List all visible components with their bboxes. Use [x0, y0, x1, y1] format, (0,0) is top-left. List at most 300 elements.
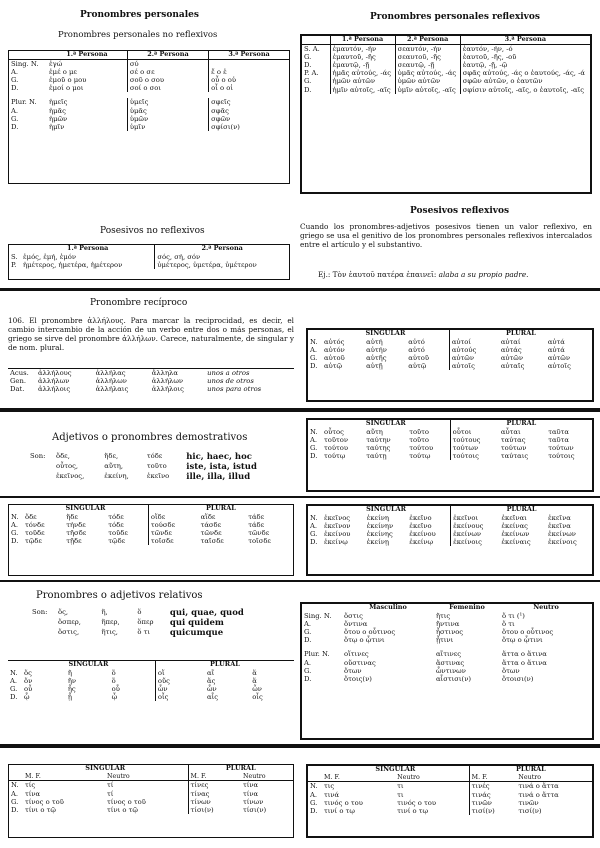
- greek-form: ὅσπερ,: [58, 618, 81, 627]
- cell: ᾧ: [111, 693, 118, 702]
- hos-table: [8, 660, 294, 732]
- cell: ὑμᾶς αὐτούς, -άς: [395, 69, 460, 77]
- cell: ἐκεῖνα: [548, 521, 571, 530]
- case-label: G.: [10, 685, 18, 694]
- cell: ἅστινας: [435, 658, 465, 667]
- col-header: SINGULAR: [65, 504, 106, 512]
- cell: ὅδε: [25, 512, 37, 521]
- cell: ἡμῶν: [49, 114, 68, 123]
- table-row: [9, 790, 293, 798]
- case-label: N.: [11, 512, 19, 521]
- cell: ταῖσδε: [200, 537, 224, 546]
- case-label: N.: [310, 782, 318, 791]
- case-label: Acus.: [10, 369, 29, 377]
- greek-form: ὅ: [137, 608, 142, 616]
- cell: οὗ: [111, 685, 120, 694]
- cell: ἥ: [67, 668, 72, 677]
- cell: σφίσι(ν): [209, 123, 289, 131]
- table-row: [302, 647, 592, 658]
- cell: ταύτης: [366, 444, 391, 453]
- table-row: [9, 806, 293, 814]
- cell: ἐμός, ἐμή, ἐμόν: [23, 252, 77, 261]
- table-row: [308, 354, 592, 362]
- cell: ἀλλήλων: [38, 377, 70, 386]
- case-label: D.: [310, 806, 318, 815]
- greek-form: οὗτος,: [56, 462, 79, 471]
- cell: τούτῳ: [324, 452, 346, 461]
- posesivos-ref-text: Cuando los pronombres-adjetivos posesivos tienen un valor reflexivo, en griego se usa el genitivo de los pronombres personales reflexivos intercalados entre el artículo y el substantivo.: [300, 222, 592, 250]
- table-row: [308, 436, 592, 444]
- case-label: G.: [11, 529, 19, 538]
- greek-form: ὅς,: [58, 608, 69, 616]
- case-label: D.: [304, 674, 312, 683]
- cell: ταύτην: [366, 435, 391, 444]
- cell: ὅτου o οὗτινος: [502, 628, 554, 637]
- cell: τινός o του: [397, 798, 437, 807]
- cell: ὅ: [111, 668, 116, 677]
- cell: ἐκείνου: [409, 530, 436, 539]
- cell: τούτων: [500, 444, 527, 453]
- cell: σεαυτόν, -ήν: [395, 44, 460, 53]
- cell: ὅτου o οὗτινος: [344, 628, 396, 637]
- cell: ἡμεῖς: [49, 98, 68, 107]
- case-label: N.: [310, 513, 318, 522]
- cell: τίνες: [188, 781, 241, 790]
- cell: ἄλληλα: [151, 369, 178, 377]
- son-label: [28, 472, 54, 482]
- case-label: P. A.: [304, 69, 319, 78]
- table-row: [302, 77, 590, 85]
- cell: ὅν: [24, 676, 33, 685]
- table-row: [308, 538, 592, 546]
- greek-form: ἥπερ,: [101, 618, 120, 627]
- cell: αὐτός: [324, 337, 345, 346]
- table-row: [9, 521, 293, 529]
- table-row: [9, 115, 289, 123]
- case-label: A.: [304, 658, 312, 667]
- cell: ταύταις: [500, 452, 529, 461]
- case-label: D.: [11, 122, 19, 131]
- case-label: A.: [11, 106, 19, 115]
- cell: αὐτῶν: [500, 354, 523, 363]
- table-row: [9, 123, 289, 131]
- table-row: [302, 44, 590, 53]
- cell: ἐκείνων: [501, 530, 530, 539]
- greek-form: ὅπερ: [137, 618, 154, 627]
- case-label: N.: [10, 668, 18, 677]
- case-label: D.: [310, 538, 318, 547]
- cell: ᾗτινι: [435, 636, 454, 645]
- greek-form: αὕτη,: [104, 462, 124, 471]
- table-row: [308, 522, 592, 530]
- cell: ἀλλήλους: [38, 369, 72, 377]
- table-row: [302, 636, 592, 647]
- col-header: PLURAL: [449, 330, 592, 338]
- case-label: D.: [11, 84, 19, 93]
- table-row: [9, 253, 289, 261]
- cell: ταῦτα: [548, 435, 570, 444]
- cell: ἐκείνας: [501, 521, 528, 530]
- case-label: S. A.: [304, 44, 320, 53]
- table-row: [308, 452, 592, 460]
- reflexivos-title: Pronombres personales reflexivos: [370, 12, 540, 22]
- case-label: Plur. N.: [304, 650, 330, 659]
- cell: unos a otros: [207, 369, 250, 377]
- cell: αὐτούς: [449, 346, 499, 354]
- cell: τοῖσδε: [248, 537, 271, 546]
- table-row: [9, 537, 293, 545]
- cell: ἐκεῖνο: [409, 513, 432, 522]
- cell: οὗτος: [324, 427, 344, 436]
- table-row: [308, 428, 592, 436]
- case-label: G.: [310, 798, 318, 807]
- table-row: [302, 612, 592, 620]
- cell: ἀλλήλων: [151, 377, 184, 386]
- cell: ἡμῖν: [49, 122, 65, 131]
- cell: ἐκείναις: [501, 538, 531, 547]
- cell: ἅ: [252, 676, 257, 685]
- cell: αἵδε: [200, 512, 216, 521]
- cell: αὐτοῖς: [547, 362, 571, 371]
- cell: τῷδε: [108, 537, 126, 546]
- cell: ἐκεῖνον: [324, 521, 351, 530]
- table-row: [302, 53, 590, 61]
- case-label: G.: [304, 628, 312, 637]
- cell: ἕ o ἑ: [209, 68, 289, 76]
- case-label: G.: [11, 797, 19, 806]
- cell: τινῶν: [469, 799, 516, 807]
- cell: αὐτάς: [500, 345, 522, 354]
- cell: σφίσιν αὐτοῖς, -αῖς, o ἑαυτοῖς, -αῖς: [460, 86, 590, 94]
- table-row: [302, 667, 592, 675]
- cell: σφᾶς αὐτούς, -άς o ἑαυτούς, -άς, -ά: [460, 69, 590, 77]
- col-header: PLURAL: [148, 505, 293, 513]
- cell: τινί o τῳ: [324, 806, 355, 815]
- posesivos-ref-example: [318, 270, 594, 279]
- list-item: [30, 628, 294, 638]
- cell: ἧστινος: [435, 628, 464, 637]
- table-row: [9, 261, 289, 269]
- cell: τινά: [324, 790, 340, 799]
- cell: τοῦτο: [409, 427, 430, 436]
- cell: τίνα: [25, 789, 41, 798]
- cell: ἐμαυτοῦ, -ῆς: [330, 53, 395, 61]
- case-label: D.: [304, 636, 312, 645]
- latin-equivalent: qui, quae, quod: [169, 608, 244, 618]
- col-header: PLURAL: [188, 765, 293, 773]
- cell: τάδε: [248, 512, 265, 521]
- cell: ἥντινα: [435, 619, 460, 628]
- cell: ἐκείνη: [366, 513, 389, 522]
- case-label: N.: [310, 427, 318, 436]
- cell: ἑαυτοῦ, -ῆς, -οῦ: [460, 53, 590, 61]
- cell: ἀλλήλων: [95, 377, 127, 386]
- cell: αἷς: [206, 693, 219, 702]
- cell: ἧς: [67, 685, 76, 694]
- cell: unos para otros: [207, 385, 262, 394]
- rule: [0, 744, 600, 748]
- case-label: A.: [310, 435, 318, 444]
- cell: τόνδε: [25, 520, 45, 529]
- col-header: SINGULAR: [68, 660, 109, 668]
- cell: ἡμᾶς αὐτούς, -άς: [330, 69, 395, 77]
- cell: τούτους: [450, 436, 499, 444]
- sub-header: Neutro: [518, 773, 542, 781]
- case-label: S.: [11, 252, 18, 261]
- case-label: G.: [310, 354, 318, 363]
- greek-form: ἥτις,: [101, 628, 118, 637]
- cell: ὅτοισι(ν): [502, 674, 534, 683]
- table-row: [308, 807, 592, 815]
- houtos-table: [306, 418, 594, 492]
- cell: τόδε: [108, 512, 124, 521]
- cell: ἐκεῖνος: [324, 513, 351, 522]
- cell: ἅττα o ἅτινα: [502, 658, 547, 667]
- cell: ἐκείνου: [324, 530, 351, 539]
- cell: σοί o σοι: [127, 84, 208, 95]
- col-header: 1.ª Persona: [330, 36, 395, 44]
- table-row: [9, 798, 293, 806]
- cell: τίσι(ν): [188, 806, 241, 814]
- cell: ἐμοί o μοι: [49, 84, 84, 93]
- sub-header: M. F.: [25, 772, 41, 780]
- autos-table: [306, 328, 594, 402]
- table-row: [302, 659, 592, 667]
- reciproco-title: Pronombre recíproco: [90, 298, 188, 308]
- cell: τίνων: [242, 797, 264, 806]
- cell: σφᾶς: [209, 107, 289, 115]
- cell: τῆσδε: [66, 529, 87, 538]
- cell: ἐκείνους: [451, 522, 500, 530]
- case-label: A.: [310, 345, 318, 354]
- cell: ἡμῖν αὐτοῖς, -αῖς: [330, 86, 395, 94]
- latin-equivalent: qui quidem: [169, 618, 224, 629]
- case-label: G.: [310, 444, 318, 453]
- cell: ἀλλήλας: [95, 369, 126, 377]
- cell: τίνι o τῷ: [107, 805, 138, 814]
- cell: ᾧ: [24, 693, 30, 702]
- cell: σοῦ o σου: [127, 76, 208, 84]
- cell: αἵ: [206, 668, 215, 677]
- cell: τίνος o τοῦ: [25, 797, 64, 806]
- relativos-list: [30, 608, 294, 639]
- cell: αὐτά: [547, 345, 565, 354]
- table-row: [302, 69, 590, 77]
- case-label: Sing. N.: [304, 611, 332, 620]
- cell: αὐτήν: [366, 345, 387, 354]
- cell: τάδε: [248, 520, 265, 529]
- table-row: [8, 693, 294, 701]
- posesivos-table: [8, 244, 290, 280]
- hostis-table: [300, 602, 594, 740]
- cell: ὑμῖν αὐτοῖς, -αῖς: [395, 86, 460, 94]
- case-label: D.: [11, 805, 19, 814]
- cell: ἐκείνοις: [548, 538, 577, 547]
- col-header: SINGULAR: [366, 505, 407, 513]
- table-row: [9, 95, 289, 106]
- cell: τάσδε: [200, 520, 222, 529]
- tis-enclitic-table: [306, 764, 594, 838]
- cell: οὕς: [155, 677, 205, 685]
- cell: ὧν: [155, 685, 205, 693]
- personales-title: Pronombres personales: [80, 10, 199, 20]
- case-label: N.: [310, 337, 318, 346]
- son-label: [30, 628, 56, 638]
- col-header: PLURAL: [450, 420, 592, 428]
- cell: τι: [397, 782, 404, 791]
- cell: ἡμέτερος, ἡμετέρα, ἡμέτερον: [23, 260, 123, 269]
- cell: αὐτῶν: [449, 354, 499, 362]
- case-label: D.: [11, 537, 19, 546]
- list-item: [30, 608, 294, 618]
- example-greek: Ej.: Τὸν ἑαυτοῦ πατέρα ἐπαινεῖ:: [318, 270, 437, 279]
- cell: αὐτῶν: [547, 354, 570, 363]
- cell: αὐτῷ: [324, 362, 343, 371]
- case-label: P.: [11, 260, 17, 269]
- cell: τούτου: [324, 444, 348, 453]
- case-label: G.: [11, 114, 19, 123]
- table-row: [9, 529, 293, 537]
- cell: ᾗ: [67, 693, 72, 702]
- cell: ὑμᾶς: [127, 107, 208, 115]
- rule: [0, 408, 600, 412]
- table-row: [8, 669, 294, 677]
- cell: τινί o τῳ: [397, 806, 429, 815]
- cell: ὑμῶν: [127, 115, 208, 123]
- cell: ὅστις: [344, 611, 363, 620]
- cell: ἑαυτῷ, -ῇ, -ῷ: [460, 61, 590, 69]
- cell: αὐτόν: [324, 345, 345, 354]
- cell: αὐταί: [500, 337, 521, 346]
- greek-form: ὅστις,: [58, 628, 80, 637]
- cell: ἐκείνῳ: [324, 538, 348, 547]
- col-header: SINGULAR: [85, 764, 126, 772]
- case-label: G.: [304, 52, 312, 61]
- case-label: Sing. N.: [11, 59, 39, 68]
- table-row: [308, 346, 592, 354]
- cell: τῶνδε: [148, 529, 198, 537]
- cell: ἅττα o ἅτινα: [502, 650, 547, 659]
- cell: οἷ o οἱ: [209, 84, 289, 95]
- col-header: 2.ª Persona: [127, 51, 208, 59]
- cell: ἀλλήλοις: [38, 385, 71, 394]
- demostrativos-list: [28, 452, 296, 483]
- tis-table: [8, 764, 294, 838]
- cell: οἵτινες: [344, 650, 369, 659]
- cell: ὅτων: [344, 666, 362, 675]
- sub-header: M. F.: [469, 774, 516, 782]
- latin-equivalent: hic, haec, hoc: [186, 452, 252, 462]
- cell: αὐτοῦ: [408, 354, 430, 363]
- cell: τινά o ἄττα: [518, 782, 559, 791]
- ekeinos-table: [306, 504, 594, 576]
- greek-form: τοῦτο: [146, 462, 167, 471]
- table-row: [8, 685, 294, 693]
- col-header: PLURAL: [155, 661, 294, 669]
- reciproco-table: [8, 368, 294, 393]
- table-row: [302, 620, 592, 628]
- case-label: A.: [310, 521, 318, 530]
- cell: ἐκεῖναι: [501, 513, 527, 522]
- cell: τινῶν: [518, 798, 539, 807]
- cell: αὗται: [500, 427, 521, 436]
- cell: ἐκεῖνοι: [451, 514, 500, 522]
- cell: ἡμῶν αὐτῶν: [330, 77, 395, 85]
- cell: οἵ: [155, 669, 205, 677]
- cell: ἐκείνων: [451, 530, 500, 538]
- cell: αὐτό: [408, 337, 425, 346]
- cell: τούτοις: [450, 452, 499, 460]
- personales-subtitle: Pronombres personales no reflexivos: [58, 30, 218, 40]
- col-header: 3.ª Persona: [209, 51, 289, 59]
- cell: σφῶν: [209, 115, 289, 123]
- col-header: SINGULAR: [365, 329, 406, 337]
- cell: ἐμοῦ o μου: [49, 76, 87, 85]
- personales-table: [8, 50, 290, 184]
- cell: τίνα: [242, 789, 259, 798]
- table-row: [302, 675, 592, 683]
- cell: τίνων: [188, 798, 241, 806]
- cell: τοῦδε: [25, 529, 45, 538]
- cell: τι: [397, 790, 404, 799]
- cell: ὅ: [111, 676, 116, 685]
- cell: ὅτῳ o ᾧτινι: [344, 636, 385, 645]
- cell: ἥτις: [435, 611, 451, 620]
- cell: τίνι o τῷ: [25, 805, 56, 814]
- posesivos-title: Posesivos no reflexivos: [100, 226, 205, 236]
- cell: τισί(ν): [518, 806, 542, 815]
- cell: ὧν: [252, 685, 262, 694]
- col-header: SINGULAR: [365, 419, 406, 427]
- cell: αὐτά: [547, 337, 565, 346]
- cell: τινός o του: [324, 798, 363, 807]
- table-row: [8, 369, 294, 377]
- cell: τόδε: [108, 520, 124, 529]
- col-header: Masculino: [369, 603, 407, 611]
- sub-header: Neutro: [242, 772, 266, 780]
- table-row: [8, 677, 294, 685]
- cell: τινές: [469, 782, 516, 791]
- col-header: 3.ª Persona: [460, 36, 590, 44]
- posesivos-ref-title: Posesivos reflexivos: [410, 206, 510, 216]
- cell: ἐκείνης: [366, 530, 393, 539]
- rule: [0, 288, 600, 291]
- greek-form: ὅ τι: [137, 628, 151, 637]
- cell: ταύτῃ: [366, 452, 387, 461]
- table-row: [308, 362, 592, 370]
- case-label: G.: [304, 666, 312, 675]
- cell: τί: [107, 789, 114, 798]
- col-header: PLURAL: [469, 766, 592, 774]
- rule: [0, 580, 600, 582]
- cell: ἅ: [252, 668, 257, 677]
- table-row: [9, 59, 289, 68]
- cell: τίς: [25, 781, 36, 790]
- case-label: A.: [304, 619, 312, 628]
- cell: αὐτῆς: [366, 354, 387, 363]
- latin-equivalent: iste, ista, istud: [186, 462, 257, 473]
- son-label: [28, 462, 54, 472]
- cell: τούτων: [548, 444, 574, 453]
- cell: αὐταῖς: [500, 362, 525, 371]
- col-header: Neutro: [533, 603, 559, 611]
- cell: τούτῳ: [409, 452, 431, 461]
- cell: τούτοις: [548, 452, 575, 461]
- cell: ἐμαυτόν, -ήν: [330, 44, 395, 53]
- cell: ὅτων: [502, 666, 520, 675]
- cell: ὅ τι: [502, 619, 515, 628]
- cell: τοῦτο: [409, 435, 430, 444]
